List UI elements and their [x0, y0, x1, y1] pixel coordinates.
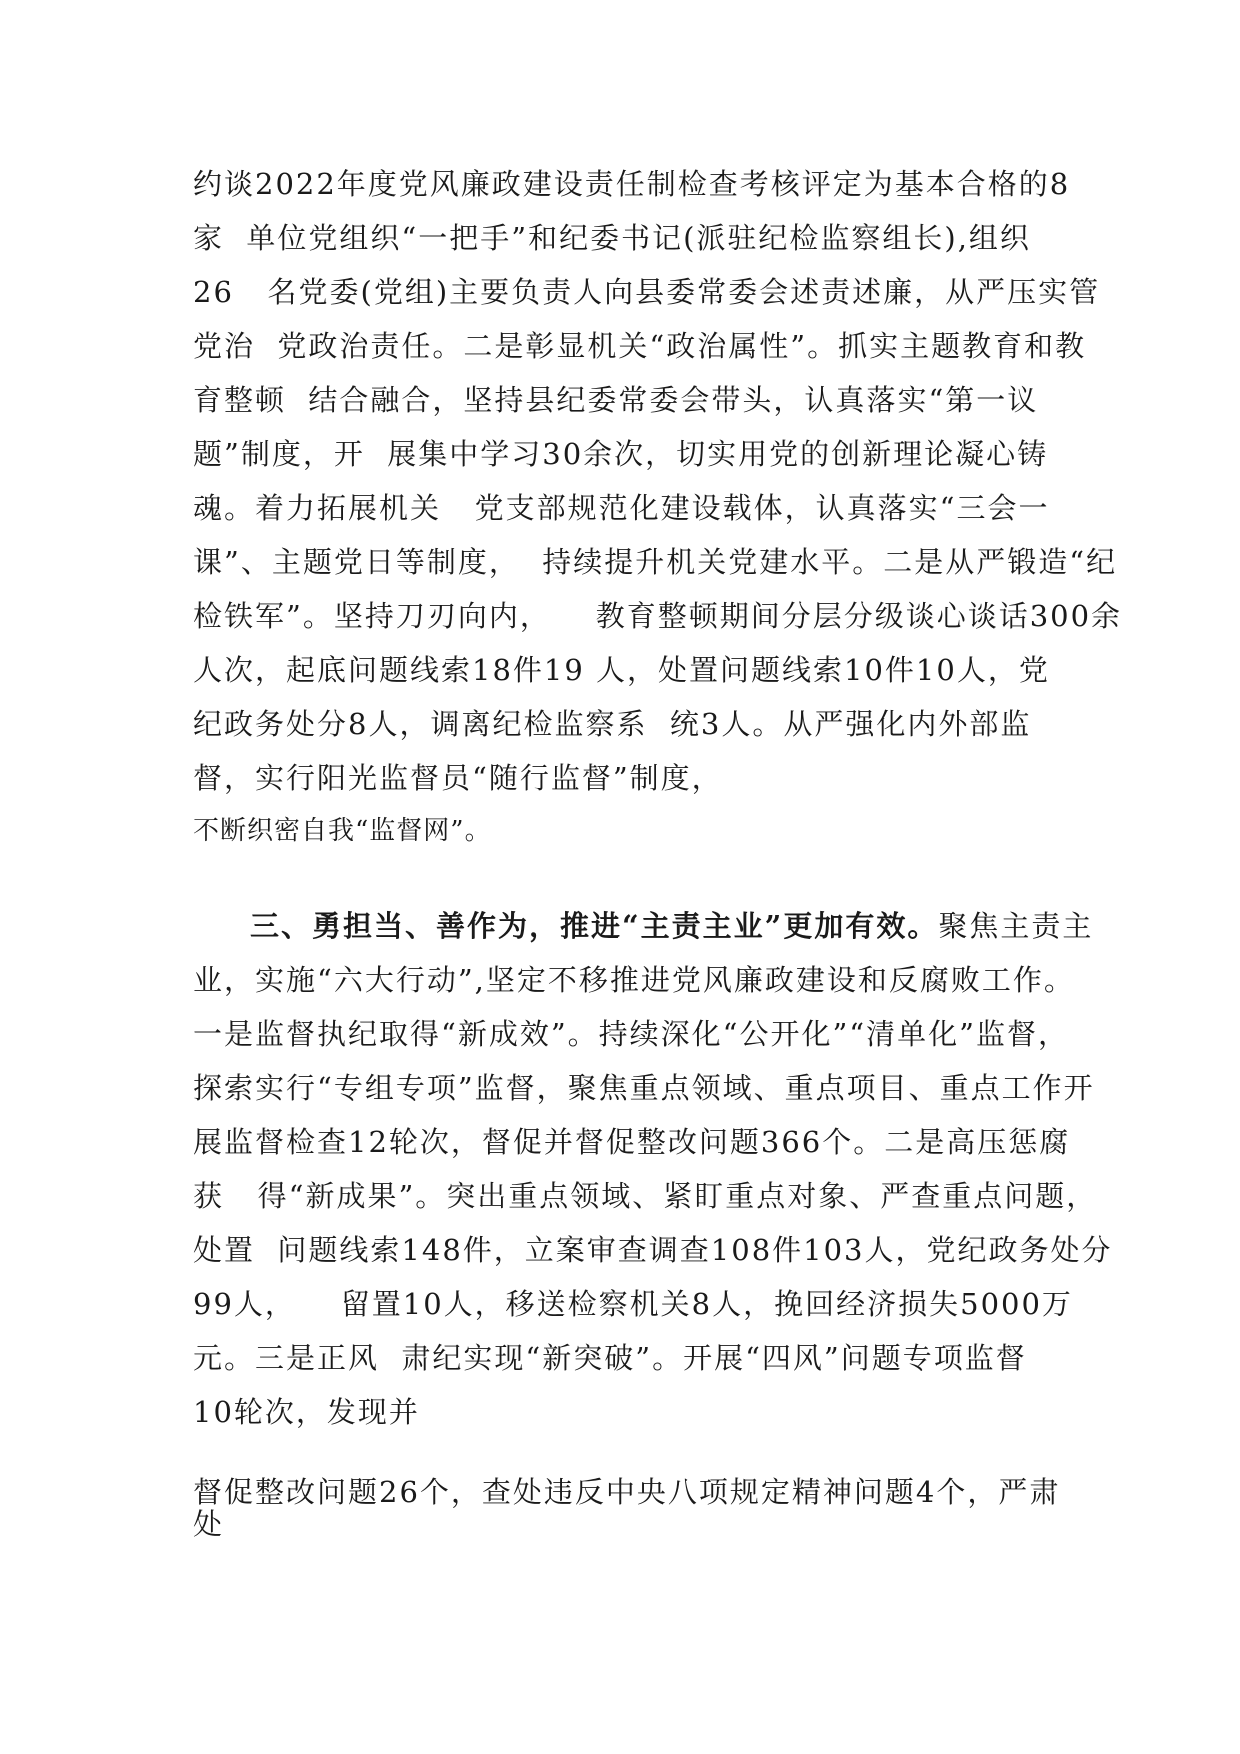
body-text-line: 党治 党政治责任。二是彰显机关“政治属性”。抓实主题教育和教: [193, 329, 1087, 363]
body-text-line: 99人， 留置10人，移送检察机关8人，挽回经济损失5000万: [193, 1287, 1073, 1321]
body-text-line: 人次，起底问题线索18件19 人，处置问题线索10件10人，党: [193, 653, 1050, 687]
body-text-line: 不断织密自我“监督网”。: [193, 816, 492, 846]
body-text-line: 家 单位党组织“一把手”和纪委书记(派驻纪检监察组长),组织: [193, 221, 1031, 255]
body-text-line: 展监督检查12轮次，督促并督促整改问题366个。二是高压惩腐: [193, 1125, 1071, 1159]
body-text-line: 探索实行“专组专项”监督，聚焦重点领域、重点项目、重点工作开: [193, 1071, 1095, 1105]
body-text-line: 题”制度，开 展集中学习30余次，切实用党的创新理论凝心铸: [193, 437, 1049, 471]
section-heading-line: [250, 909, 1094, 943]
body-text-line: 元。三是正风 肃纪实现“新突破”。开展“四风”问题专项监督: [193, 1341, 1027, 1375]
body-text-line: 获 得“新成果”。突出重点领域、紧盯重点对象、严查重点问题，: [193, 1179, 1098, 1213]
body-text-line: 业，实施“六大行动”,坚定不移推进党风廉政建设和反腐败工作。: [193, 963, 1075, 997]
body-text-line: 育整顿 结合融合，坚持县纪委常委会带头，认真落实“第一议: [193, 383, 1039, 417]
body-text-line: 督促整改问题26个，查处违反中央八项规定精神问题4个，严肃: [193, 1475, 1061, 1509]
body-text-line: 课”、主题党日等制度， 持续提升机关党建水平。二是从严锻造“纪: [193, 545, 1118, 579]
body-text: 聚焦主责主: [938, 909, 1094, 943]
body-text-line: 10轮次，发现并: [193, 1395, 420, 1429]
body-text-line: 检铁军”。坚持刀刃向内， 教育整顿期间分层分级谈心谈话300余: [193, 599, 1123, 633]
body-text-line: 督，实行阳光监督员“随行监督”制度，: [193, 761, 723, 795]
section-heading: 三、勇担当、善作为，推进“主责主业”更加有效。: [250, 909, 939, 943]
body-text-line: 约谈2022年度党风廉政建设责任制检查考核评定为基本合格的8: [193, 167, 1071, 201]
body-text-line: 26 名党委(党组)主要负责人向县委常委会述责述廉，从严压实管: [193, 275, 1101, 309]
body-text-line: 魂。着力拓展机关 党支部规范化建设载体，认真落实“三会一: [193, 491, 1050, 525]
body-text-line: 纪政务处分8人，调离纪检监察系 统3人。从严强化内外部监: [193, 707, 1032, 741]
body-text-line: 一是监督执纪取得“新成效”。持续深化“公开化”“清单化”监督，: [193, 1017, 1069, 1051]
body-text-line: 处: [193, 1507, 225, 1541]
body-text-line: 处置 问题线索148件，立案审查调查108件103人，党纪政务处分: [193, 1233, 1113, 1267]
